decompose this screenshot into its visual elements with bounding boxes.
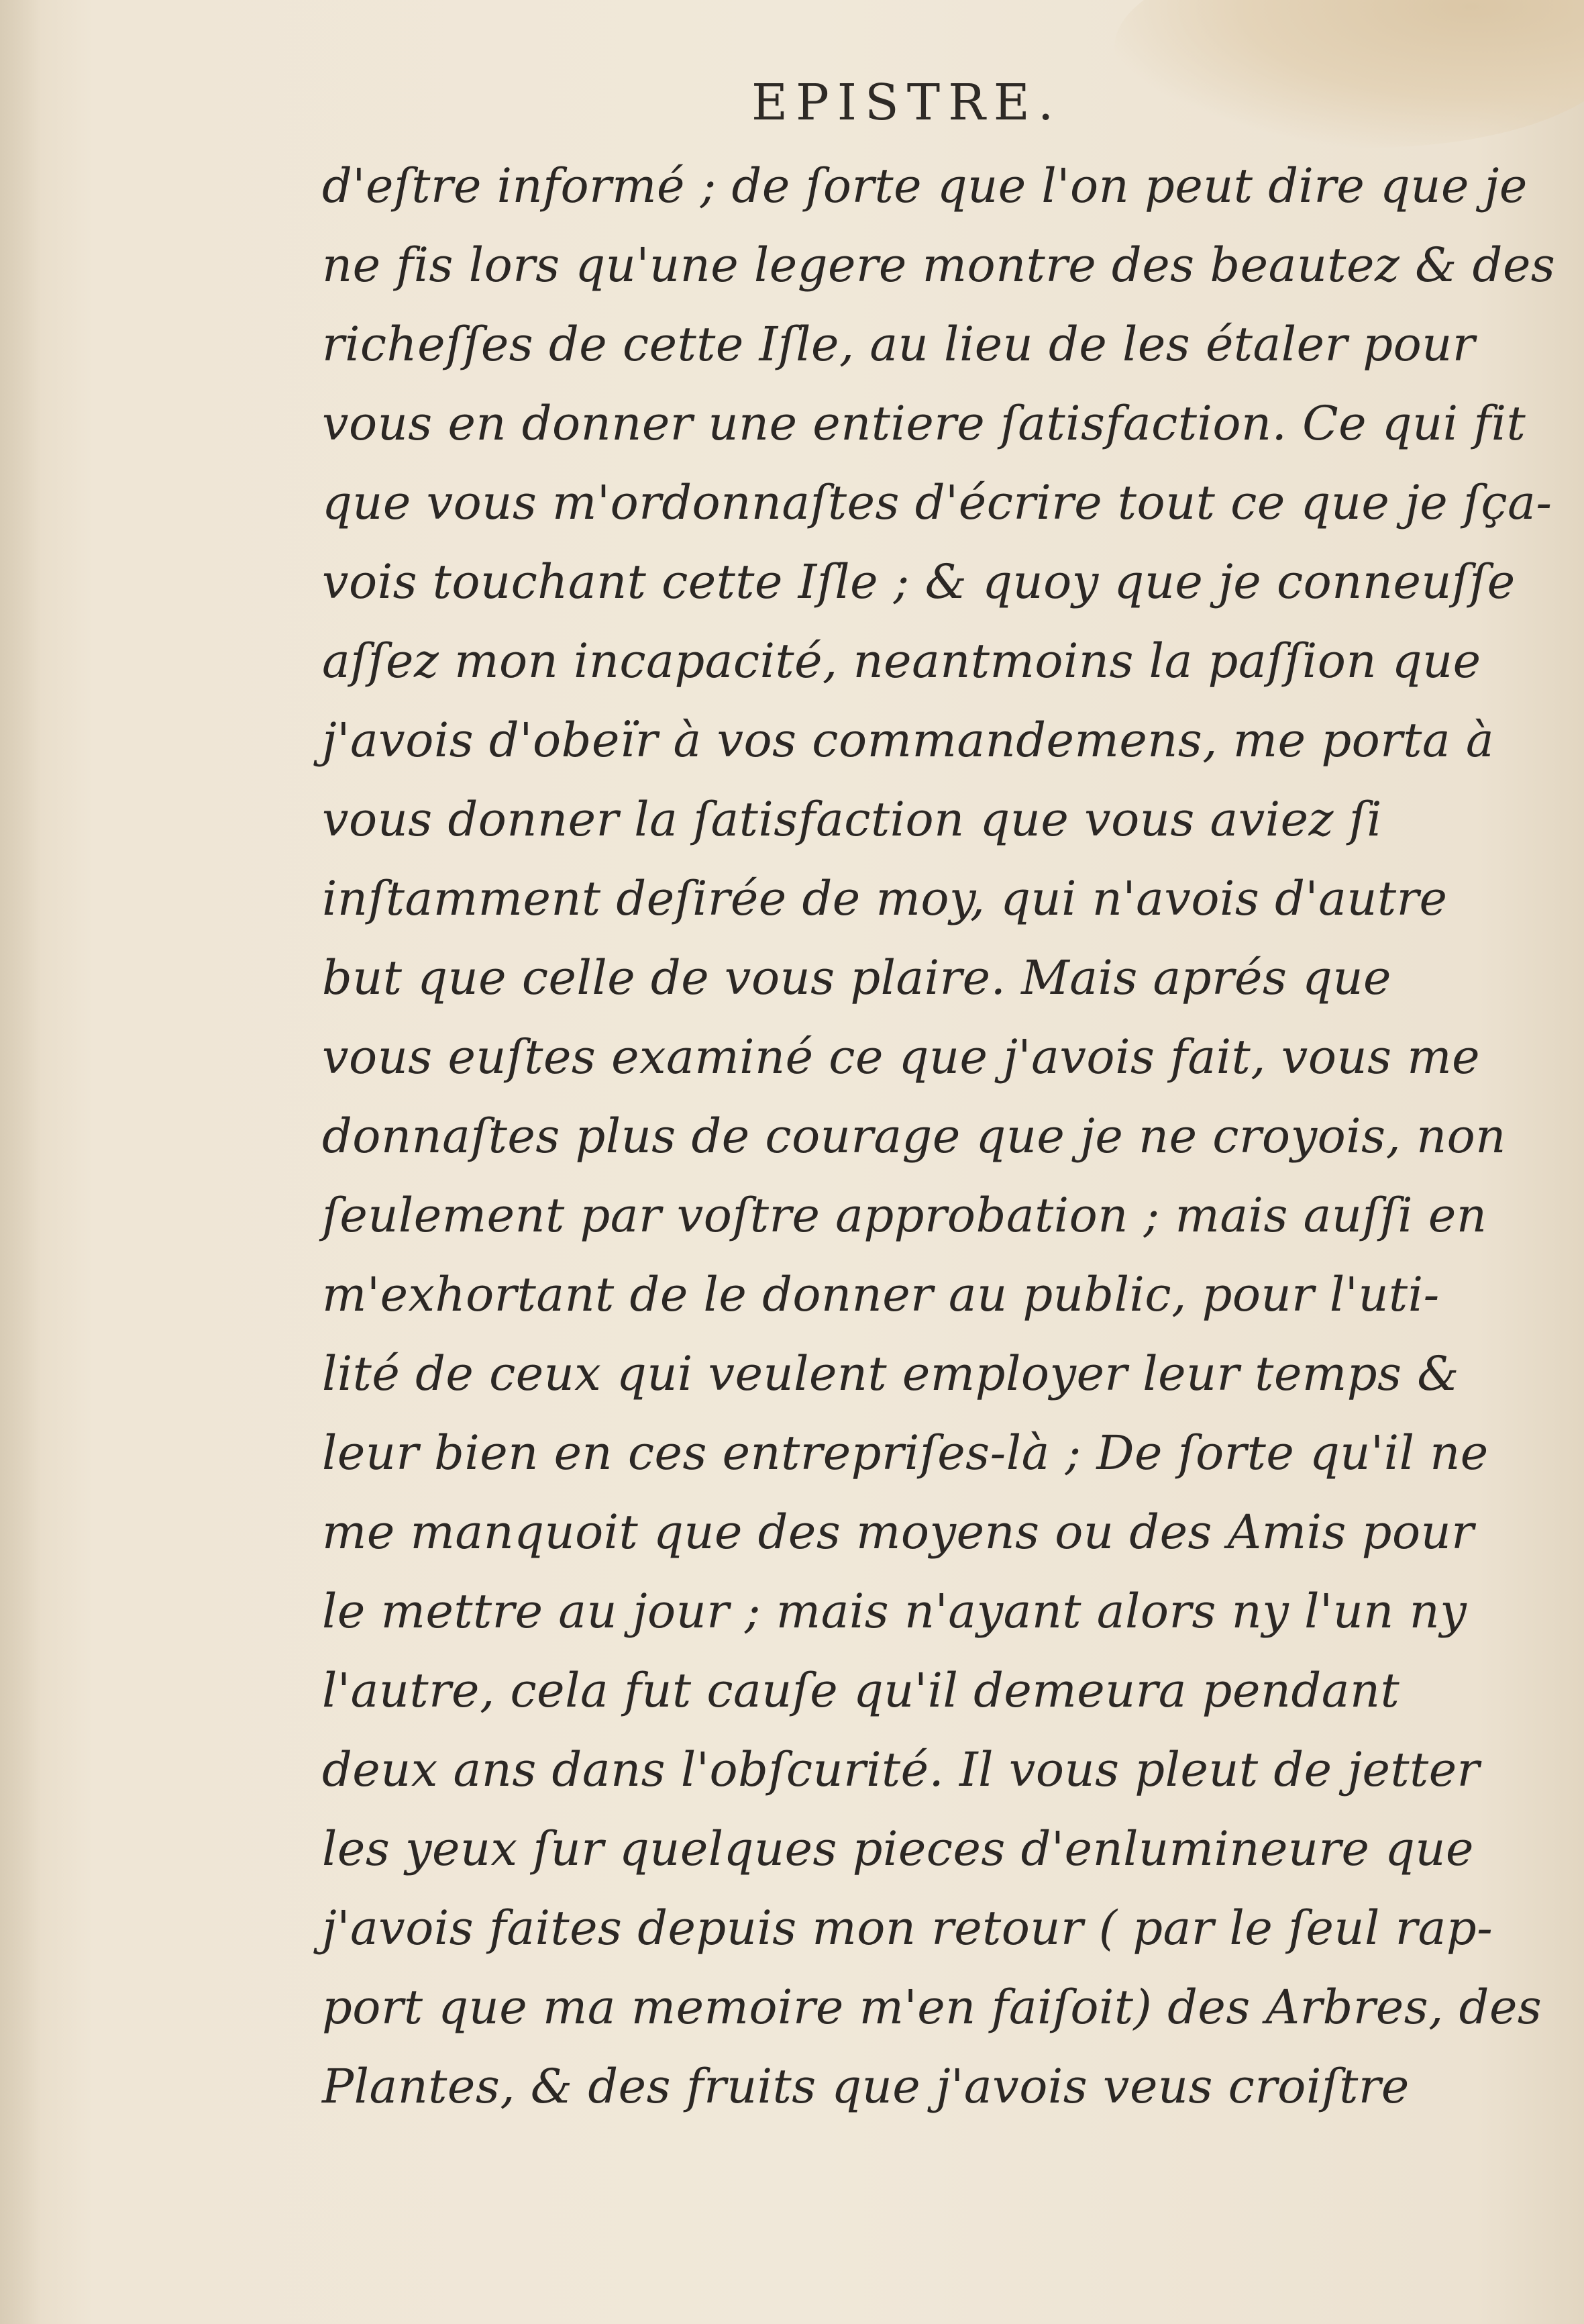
- text-line: deux ans dans l'obſcurité. Il vous pleut de jetter: [322, 1742, 1480, 1797]
- text-line: ne fis lors qu'une legere montre des beautez & des: [322, 238, 1556, 293]
- text-line: que vous m'ordonnaſtes d'écrire tout ce que je ſça-: [322, 475, 1552, 530]
- paper-stain: [1114, 0, 1584, 148]
- text-line: but que celle de vous plaire. Mais aprés que: [322, 950, 1391, 1005]
- text-line: aſſez mon incapacité, neantmoins la paſſion que: [322, 634, 1481, 689]
- text-line: vous en donner une entiere ſatisfaction. Ce qui fit: [322, 396, 1526, 451]
- text-line: le mettre au jour ; mais n'ayant alors ny l'un ny: [322, 1584, 1467, 1639]
- text-line: vois touchant cette Iſle ; & quoy que je conneuſſe: [322, 554, 1516, 609]
- text-line: me manquoit que des moyens ou des Amis pour: [322, 1505, 1475, 1560]
- text-line: j'avois faites depuis mon retour ( par le ſeul rap-: [322, 1901, 1493, 1956]
- text-line: richeſſes de cette Iſle, au lieu de les étaler pour: [322, 317, 1475, 372]
- text-line: leur bien en ces entrepriſes-là ; De ſorte qu'il ne: [322, 1425, 1489, 1480]
- text-line: m'exhortant de le donner au public, pour l'uti-: [322, 1267, 1440, 1322]
- text-line: les yeux ſur quelques pieces d'enlumineure que: [322, 1821, 1474, 1876]
- text-line: port que ma memoire m'en faiſoit) des Arbres, des: [322, 1980, 1542, 2035]
- gutter-shadow: [0, 0, 40, 2324]
- text-line: vous euſtes examiné ce que j'avois fait, vous me: [322, 1029, 1481, 1084]
- text-line: inſtamment deſirée de moy, qui n'avois d'autre: [322, 871, 1448, 926]
- body-text: [322, 146, 1556, 2126]
- text-line: vous donner la ſatisfaction que vous aviez ſi: [322, 792, 1383, 847]
- text-line: l'autre, cela fut cauſe qu'il demeura pendant: [322, 1663, 1400, 1718]
- text-line: d'eſtre informé ; de ſorte que l'on peut dire que je: [322, 158, 1528, 213]
- text-line: donnaſtes plus de courage que je ne croyois, non: [322, 1109, 1506, 1164]
- text-line: ſeulement par voſtre approbation ; mais auſſi en: [322, 1188, 1487, 1243]
- text-line: Plantes, & des fruits que j'avois veus croiſtre: [322, 2059, 1410, 2114]
- text-line: lité de ceux qui veulent employer leur temps &: [322, 1346, 1460, 1401]
- running-head: EPISTRE.: [751, 74, 1062, 132]
- text-line: j'avois d'obeïr à vos commandemens, me porta à: [322, 713, 1495, 768]
